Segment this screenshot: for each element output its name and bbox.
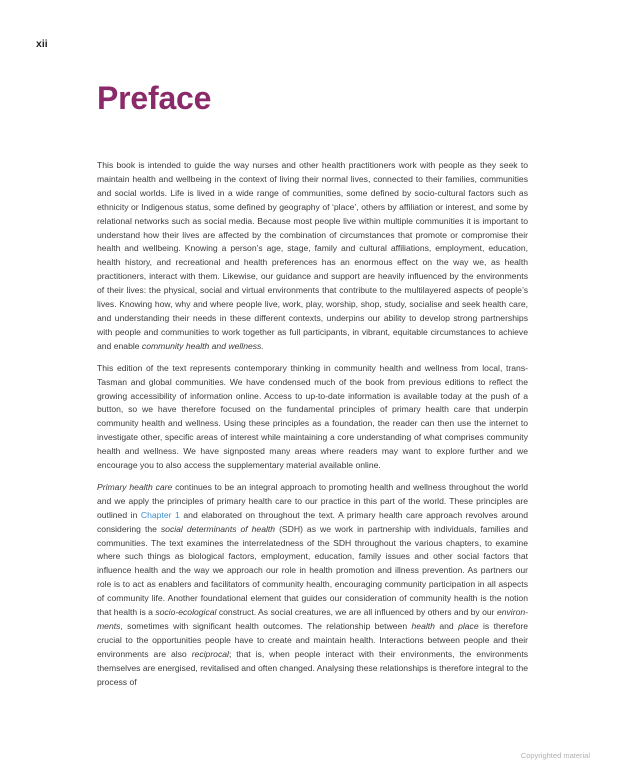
text-run: This book is intended to guide the way nurses and other health practitioners work with people as they seek to maintain health and wellbeing in the context of living their normal lives, connected to their families, communities and social worlds. Life is lived in a wide range of communities, some defined by socio-cultural factors such as ethnicity or Indigenous status, some defined by geography of ‘place’, others by affiliation or interest, and some by relational networks such as social media. Because most people live within multiple communities it is important to understand how their lives are affected by the combination of circumstances that promote or compromise their health and wellbeing. Knowing a person’s age, stage, family and cultural affiliations, employment, education, health history, and recreational and health preferences has an enormous effect on the way we, as health practitioners, interact with them. Likewise, our guidance and support are heavily influenced by the environments of their lives: the physical, social and virtual environments that contribute to the multilayered aspects of people’s lives. Knowing how, why and where people live, work, play, worship, shop, study, socialise and seek health care, and understanding their needs in these different contexts, underpins our ability to develop strong partnerships with people and communities to work together as full participants, in vibrant, equitable circumstances to achieve and enable bbox=[97, 160, 528, 351]
text-run: continues to be an integral approach to promoting health and wellness throughout the world and we apply the principles of primary health care to our practice in this part of the world. These principles are outlined in bbox=[97, 481, 528, 520]
page-number: xii bbox=[36, 38, 48, 50]
italic-text: environments bbox=[97, 607, 528, 631]
chapter-1-link[interactable]: Chapter 1 bbox=[140, 509, 180, 520]
text-run: and bbox=[434, 621, 459, 631]
text-run: is therefore crucial to the opportunities people have to create and maintain health. Interactions between people and their environments are also bbox=[97, 621, 528, 659]
paragraph-2 bbox=[97, 362, 528, 473]
text-run: and elaborated on throughout the text. A primary health care approach revolves around considering the bbox=[97, 509, 528, 534]
paragraph-3 bbox=[97, 481, 528, 690]
text-run: , sometimes with significant health outcomes. The relationship between bbox=[120, 621, 412, 631]
text-run: ; that is, when people interact with their environments, the environments themselves are energised, revitalised and often changed. Analysing these relationships is therefore integral to the process of bbox=[97, 648, 529, 687]
text-run: construct. As social creatures, we are all influenced by others and by our bbox=[216, 607, 497, 618]
italic-text: place bbox=[458, 621, 479, 631]
copyright-notice: Copyrighted material bbox=[520, 751, 590, 760]
text-run: (SDH) as we work in partnership with individuals, families and communities. The text examines the interrelatedness of the SDH throughout the various chapters, to examine where such things as biological factors, employment, education, family issues and other social factors that influence health and the way we approach our role in health promotion and illness prevention. As partners our role is to act as enablers and facilitators of community health, encouraging community participation in all aspects of community life. Another foundational element that guides our consideration of community health is the notion that health is a bbox=[97, 523, 528, 618]
body-text bbox=[97, 159, 528, 698]
italic-text: reciprocal bbox=[191, 648, 229, 659]
italic-text: Primary health care bbox=[97, 481, 173, 492]
text-run: This edition of the text represents contemporary thinking in community health and wellness from local, trans-Tasman and global communities. We have condensed much of the book from previous editions to reflect the growing accessibility of information online. Access to up-to-date information is available today at the push of a button, so we have therefore focused on the fundamental principles of primary health care that underpin community health and wellness. Using these principles as a foundation, the reader can then use the internet to investigate other, specific areas of interest while maintaining a core understanding of what comprises community health and wellness. We have signposted many areas where readers may want to explore further and we encourage you to also access the supplementary material available online. bbox=[97, 362, 528, 471]
italic-text: health bbox=[411, 621, 435, 631]
italic-text: community health and wellness. bbox=[141, 340, 264, 351]
italic-text: socio-ecological bbox=[155, 607, 217, 618]
page-title: Preface bbox=[97, 80, 212, 116]
italic-text: social determinants of health bbox=[160, 523, 276, 534]
paragraph-1 bbox=[97, 159, 528, 354]
